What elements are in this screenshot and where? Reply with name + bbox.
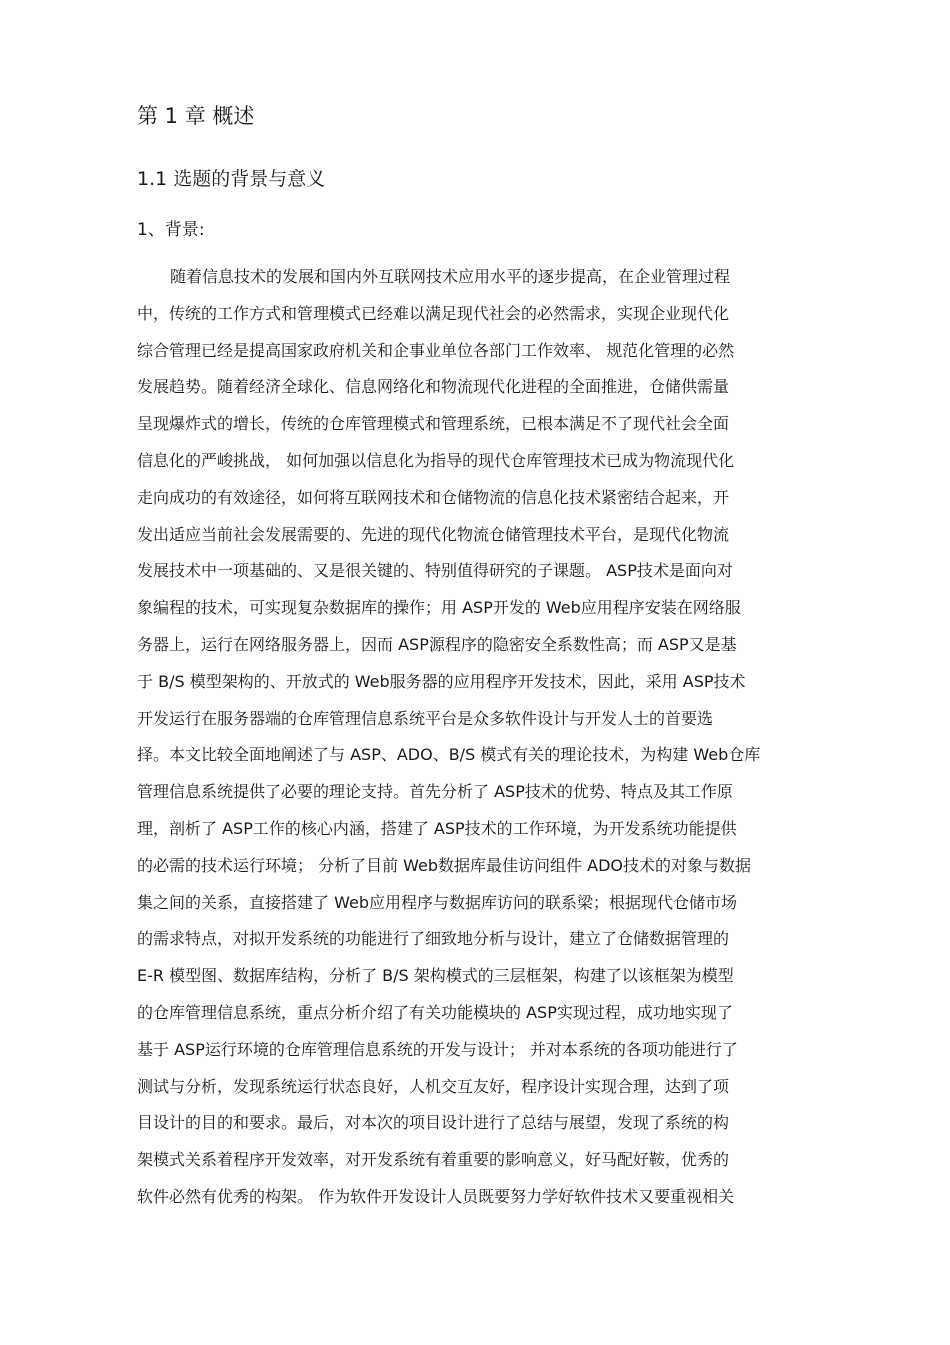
paragraph-line: 于 B/S 模型架构的、开放式的 Web服务器的应用程序开发技术，因此，采用 ASP技术 <box>137 671 746 691</box>
paragraph-line: 中，传统的工作方式和管理模式已经难以满足现代社会的必然需求，实现企业现代化 <box>137 303 730 323</box>
paragraph-line: 集之间的关系，直接搭建了 Web应用程序与数据库访问的联系梁；根据现代仓储市场 <box>137 892 737 912</box>
section-title: 1.1 选题的背景与意义 <box>137 168 326 190</box>
paragraph-line: 务器上，运行在网络服务器上，因而 ASP源程序的隐密安全系数性高；而 ASP又是基 <box>137 634 737 654</box>
paragraph-line: 信息化的严峻挑战， 如何加强以信息化为指导的现代仓库管理技术已成为物流现代化 <box>137 450 735 470</box>
subsection-title: 1、背景: <box>137 220 205 240</box>
paragraph-line: 管理信息系统提供了必要的理论支持。首先分析了 ASP技术的优势、特点及其工作原 <box>137 782 733 802</box>
paragraph-line: 择。本文比较全面地阐述了与 ASP、ADO、B/S 模式有关的理论技术，为构建 Web仓库 <box>137 745 761 765</box>
paragraph-line: 发展趋势。随着经济全球化、信息网络化和物流现代化进程的全面推进，仓储供需量 <box>137 377 730 397</box>
paragraph-line: 随着信息技术的发展和国内外互联网技术应用水平的逐步提高，在企业管理过程 <box>170 267 731 286</box>
paragraph-line: 走向成功的有效途径，如何将互联网技术和仓储物流的信息化技术紧密结合起来，开 <box>137 487 730 507</box>
body-paragraph <box>137 259 842 1216</box>
paragraph-line: 的必需的技术运行环境； 分析了目前 Web数据库最佳访问组件 ADO技术的对象与数据 <box>137 855 752 875</box>
paragraph-line: 架模式关系着程序开发效率，对开发系统有着重要的影响意义，好马配好鞍，优秀的 <box>137 1150 730 1170</box>
chapter-title: 第 1 章 概述 <box>137 104 255 128</box>
paragraph-line: 测试与分析，发现系统运行状态良好，人机交互友好，程序设计实现合理，达到了项 <box>137 1076 730 1096</box>
paragraph-line: 的需求特点，对拟开发系统的功能进行了细致地分析与设计，建立了仓储数据管理的 <box>137 929 730 949</box>
paragraph-line: 发展技术中一项基础的、又是很关键的、特别值得研究的子课题。 ASP技术是面向对 <box>137 561 733 581</box>
paragraph-line: 理，剖析了 ASP工作的核心内涵，搭建了 ASP技术的工作环境，为开发系统功能提供 <box>137 818 737 838</box>
paragraph-line: E-R 模型图、数据库结构，分析了 B/S 架构模式的三层框架，构建了以该框架为模型 <box>137 966 734 986</box>
paragraph-line: 象编程的技术，可实现复杂数据库的操作；用 ASP开发的 Web应用程序安装在网络服 <box>137 598 741 618</box>
paragraph-line: 发出适应当前社会发展需要的、先进的现代化物流仓储管理技术平台，是现代化物流 <box>137 524 730 544</box>
paragraph-line: 综合管理已经是提高国家政府机关和企事业单位各部门工作效率、 规范化管理的必然 <box>137 340 735 360</box>
paragraph-line: 开发运行在服务器端的仓库管理信息系统平台是众多软件设计与开发人士的首要选 <box>137 708 714 728</box>
paragraph-line: 的仓库管理信息系统，重点分析介绍了有关功能模块的 ASP实现过程，成功地实现了 <box>137 1002 733 1022</box>
paragraph-line: 软件必然有优秀的构架。 作为软件开发设计人员既要努力学好软件技术又要重视相关 <box>137 1186 735 1206</box>
paragraph-line: 基于 ASP运行环境的仓库管理信息系统的开发与设计； 并对本系统的各项功能进行了 <box>137 1039 738 1059</box>
paragraph-line: 呈现爆炸式的增长，传统的仓库管理模式和管理系统，已根本满足不了现代社会全面 <box>137 414 730 434</box>
paragraph-line: 目设计的目的和要求。最后，对本次的项目设计进行了总结与展望，发现了系统的构 <box>137 1113 730 1133</box>
